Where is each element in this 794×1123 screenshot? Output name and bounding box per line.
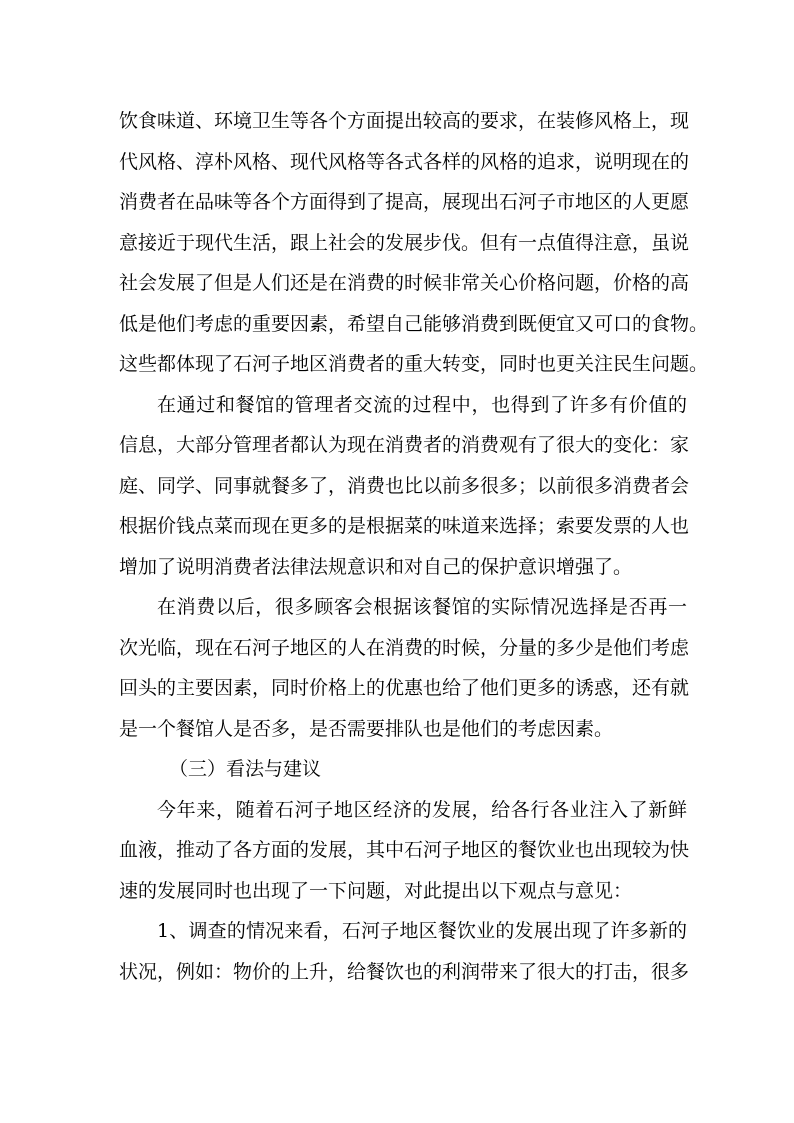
text-line: 血液，推动了各方面的发展，其中石河子地区的餐饮业也出现较为快 xyxy=(119,839,690,861)
text-line: 次光临，现在石河子地区的人在消费的时候，分量的多少是他们考虑 xyxy=(119,636,690,659)
paragraph xyxy=(119,587,690,749)
text-line: 低是他们考虑的重要因素，希望自己能够消费到既便宜又可口的食物。 xyxy=(119,312,709,335)
text-line: 增加了说明消费者法律法规意识和对自己的保护意识增强了。 xyxy=(119,555,633,578)
text-line: 1、调查的情况来看，石河子地区餐饮业的发展出现了许多新的 xyxy=(157,920,687,942)
text-line: 消费者在品味等各个方面得到了提高，展现出石河子市地区的人更愿 xyxy=(119,191,690,213)
text-line: 代风格、淳朴风格、现代风格等各式各样的风格的追求，说明现在的 xyxy=(119,150,690,173)
paragraph xyxy=(119,790,690,912)
paragraph xyxy=(119,911,690,992)
document-page xyxy=(119,101,709,992)
text-line: 社会发展了但是人们还是在消费的时候非常关心价格问题，价格的高 xyxy=(119,272,690,294)
paragraph xyxy=(119,385,690,588)
text-line: 是一个餐馆人是否多，是否需要排队也是他们的考虑因素。 xyxy=(119,717,614,740)
section-heading xyxy=(119,749,687,790)
text-line: 在通过和餐馆的管理者交流的过程中，也得到了许多有价值的 xyxy=(157,393,687,416)
text-line: 今年来，随着石河子地区经济的发展，给各行各业注入了新鲜 xyxy=(157,798,687,821)
text-line: 这些都体现了石河子地区消费者的重大转变，同时也更关注民生问题。 xyxy=(119,353,709,375)
text-line: 饮食味道、环境卫生等各个方面提出较高的要求，在装修风格上，现 xyxy=(119,110,690,132)
text-line: 意接近于现代生活，跟上社会的发展步伐。但有一点值得注意，虽说 xyxy=(119,231,690,254)
text-line: 状况，例如：物价的上升，给餐饮也的利润带来了很大的打击，很多 xyxy=(119,960,690,983)
text-line: 信息，大部分管理者都认为现在消费者的消费观有了很大的变化：家 xyxy=(119,434,690,456)
paragraph xyxy=(119,101,709,385)
text-line: 庭、同学、同事就餐多了，消费也比以前多很多；以前很多消费者会 xyxy=(119,474,690,497)
text-line: 回头的主要因素，同时价格上的优惠也给了他们更多的诱惑，还有就 xyxy=(119,677,690,699)
text-line: 根据价钱点菜而现在更多的是根据菜的味道来选择；索要发票的人也 xyxy=(119,515,690,537)
text-line: 速的发展同时也出现了一下问题，对此提出以下观点与意见： xyxy=(119,879,633,902)
section-heading-text: （三）看法与建议 xyxy=(169,758,322,780)
text-line: 在消费以后，很多顾客会根据该餐馆的实际情况选择是否再一 xyxy=(157,596,687,618)
